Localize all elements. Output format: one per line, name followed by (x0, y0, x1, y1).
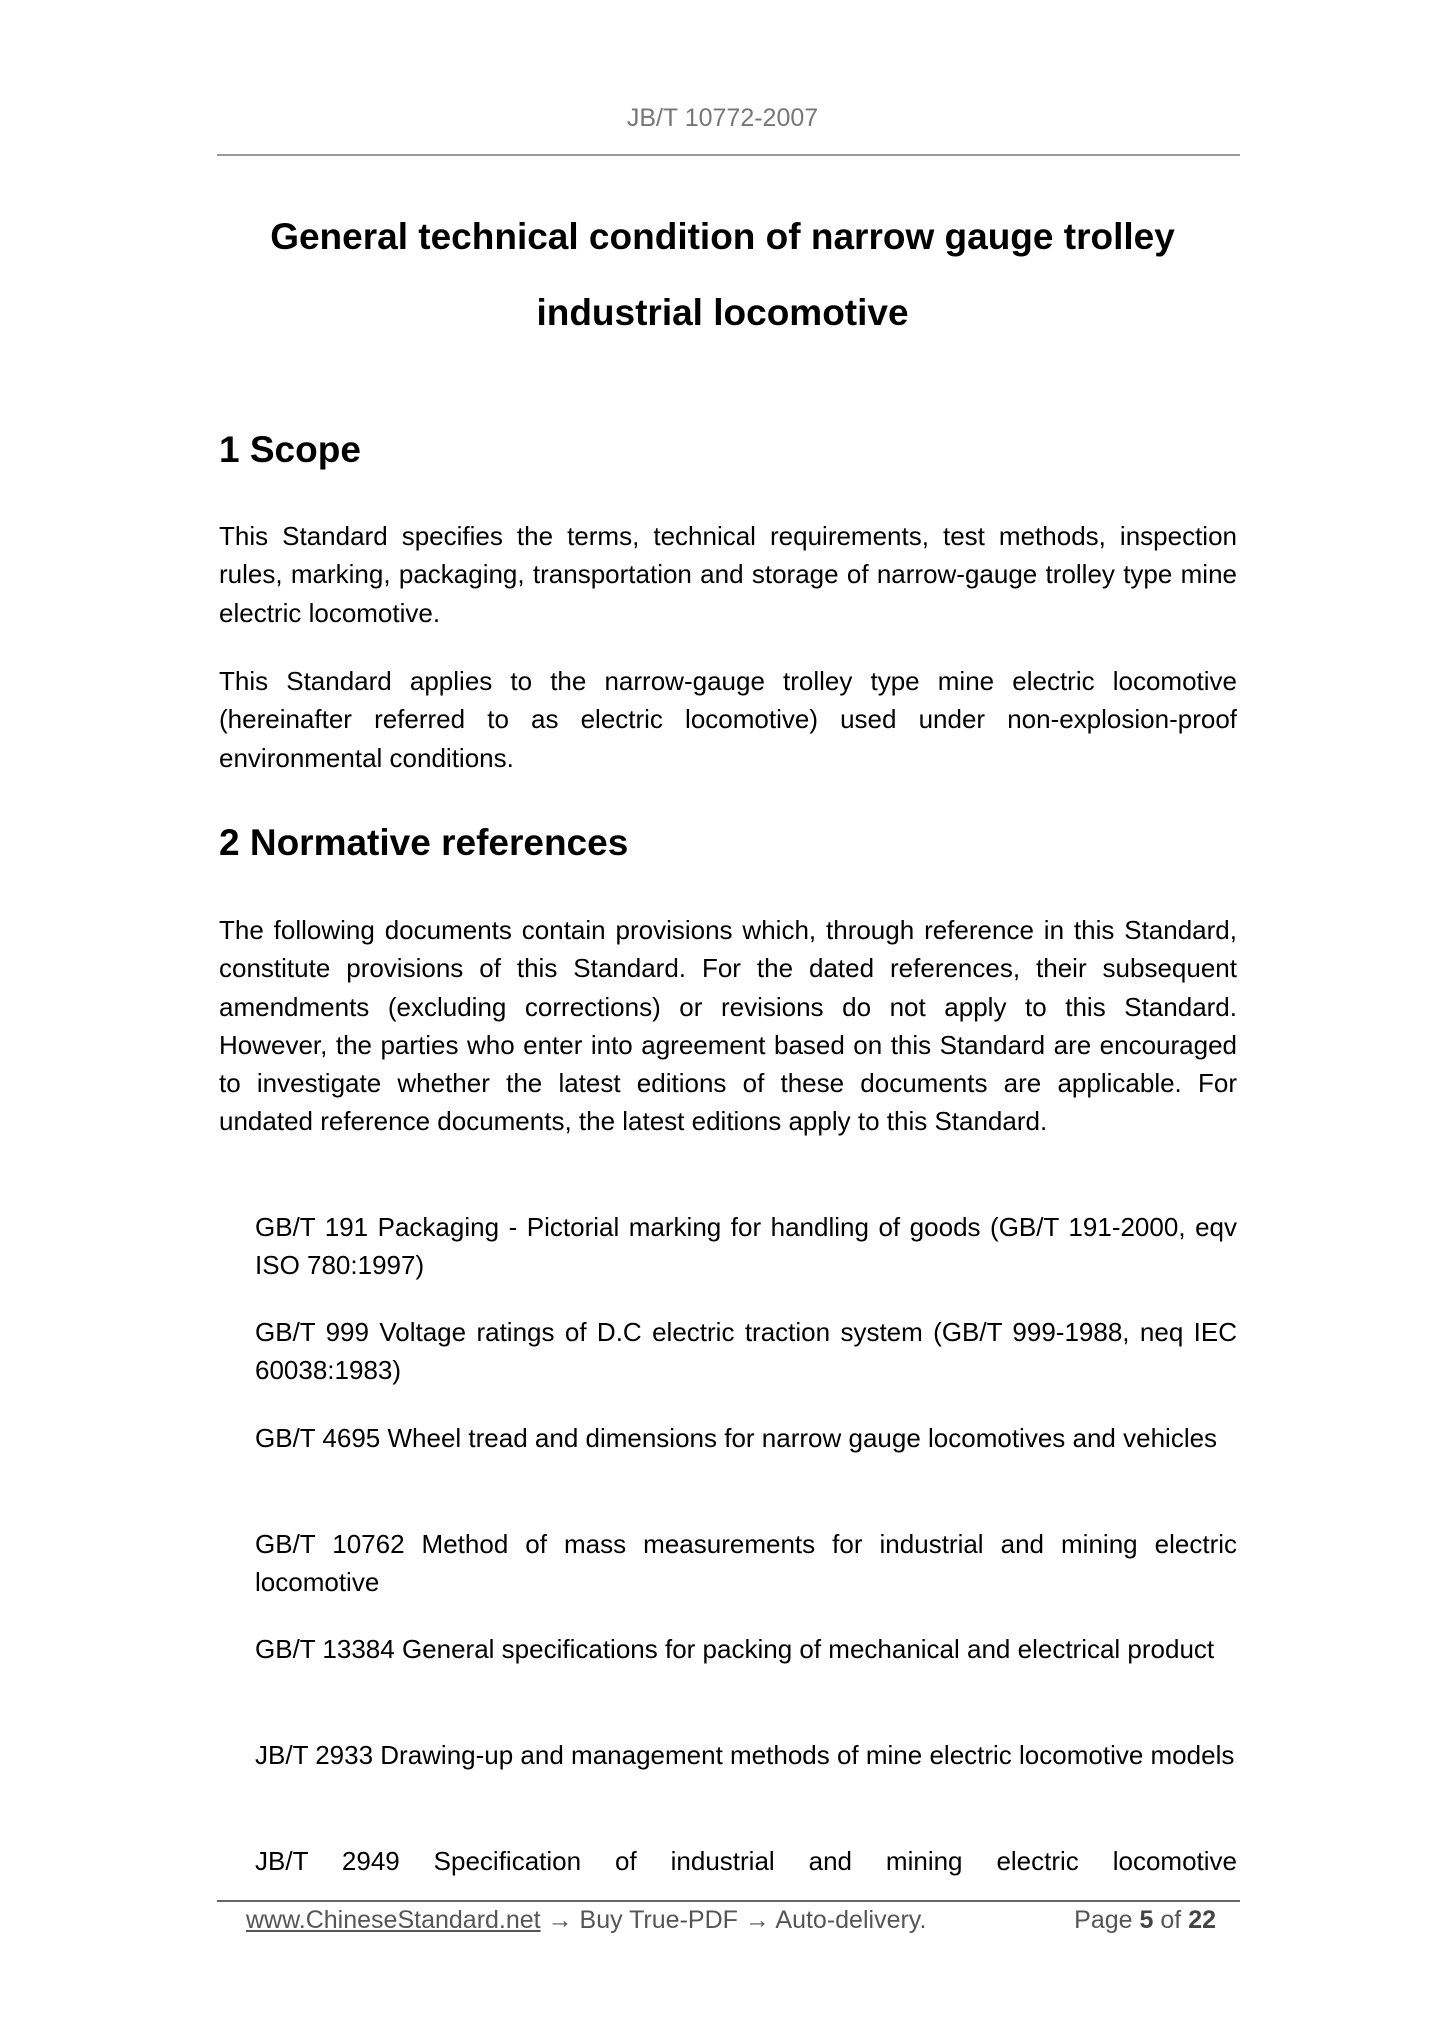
header-doc-code: JB/T 10772-2007 (626, 104, 819, 132)
website-link[interactable]: www.ChineseStandard.net (246, 1906, 541, 1934)
scope-paragraph: This Standard specifies the terms, technical requirements, test methods, inspection rules, marking, packaging, transportation and storage of narrow-gauge trolley type mine electric locomotive. (219, 521, 1237, 628)
doc-title-line2: industrial locomotive (536, 292, 909, 333)
scope-paragraph: This Standard applies to the narrow-gauge trolley type mine electric locomotive (hereinafter referred to as electric locomotive) used under non-explosion-proof environmental conditions. (219, 666, 1237, 773)
footer-promo-text: → Buy True-PDF → Auto-delivery. (540, 1906, 927, 1934)
section-heading-normative-references: 2 Normative references (219, 822, 629, 863)
reference-item: GB/T 191 Packaging - Pictorial marking for handling of goods (GB/T 191-2000, eqv ISO 780:1997) (255, 1212, 1237, 1281)
reference-item: JB/T 2933 Drawing-up and management methods of mine electric locomotive models (255, 1740, 1235, 1770)
footer-rule (217, 1900, 1240, 1902)
reference-item: GB/T 13384 General specifications for packing of mechanical and electrical product (255, 1634, 1215, 1664)
page-number: Page 5 of 22 (1074, 1906, 1216, 1934)
doc-title-line1: General technical condition of narrow gauge trolley (270, 216, 1175, 257)
reference-item: GB/T 999 Voltage ratings of D.C electric traction system (GB/T 999-1988, neq IEC 60038:1983) (255, 1317, 1237, 1386)
reference-item: JB/T 2949 Specification of industrial and mining electric locomotive (255, 1846, 1237, 1876)
section-heading-scope: 1 Scope (219, 429, 361, 470)
references-intro: The following documents contain provisions which, through reference in this Standard, constitute provisions of this Standard. For the dated references, their subsequent amendments (excluding corrections) or revisions do not apply to this Standard. However, the parties who enter into agreement based on this Standard are encouraged to investigate whether the latest editions of these documents are applicable. For undated reference documents, the latest editions apply to this Standard. (219, 915, 1237, 1137)
reference-item: GB/T 4695 Wheel tread and dimensions for narrow gauge locomotives and vehicles (255, 1423, 1218, 1453)
footer (246, 1906, 1216, 1935)
header-rule (217, 154, 1240, 156)
reference-item: GB/T 10762 Method of mass measurements for industrial and mining electric locomotive (255, 1529, 1237, 1598)
footer-promo (246, 1906, 926, 1935)
